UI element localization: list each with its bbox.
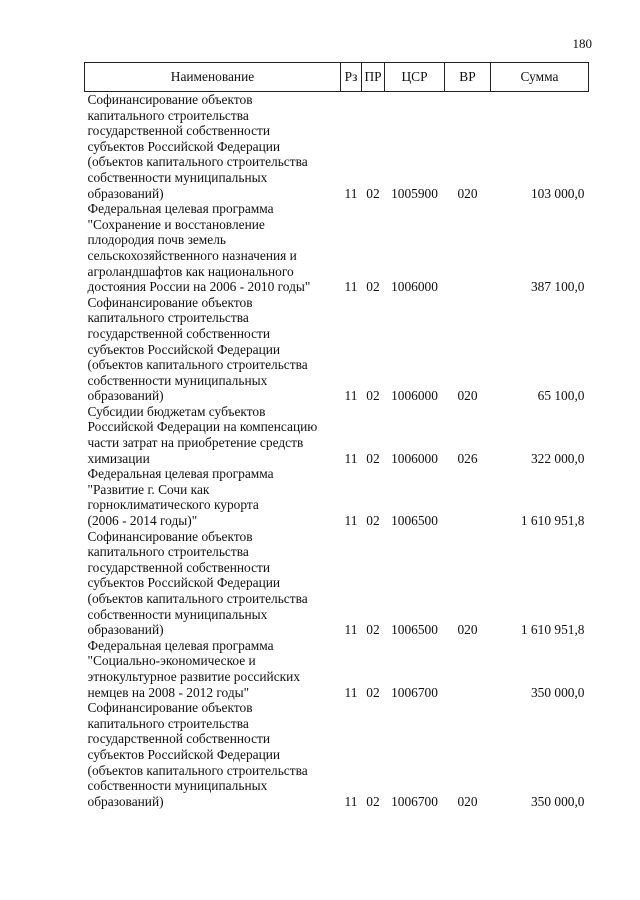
row-vr: 020 (457, 185, 478, 201)
row-pr: 02 (366, 513, 380, 529)
page-number: 180 (572, 36, 592, 51)
table-row (85, 529, 589, 638)
row-name: Софинансирование объектов капитального строительства государственной собственности субъектов Российской Федерации (объектов капитального строительства собственности муниципальных образований) (87, 700, 308, 809)
table-row (85, 201, 589, 295)
budget-table (84, 62, 589, 809)
header-vr: ВР (445, 63, 491, 92)
row-rz: 11 (344, 450, 358, 466)
row-rz: 11 (344, 793, 358, 809)
row-csr: 1006000 (391, 388, 438, 404)
header-pr: ПР (362, 63, 385, 92)
row-vr: 026 (457, 450, 478, 466)
row-name: Федеральная целевая программа "Социально-экономическое и этнокультурное развитие российских немцев на 2008 - 2012 годы" (87, 637, 301, 700)
row-csr: 1005900 (391, 185, 438, 201)
row-rz: 11 (344, 684, 358, 700)
table-row (85, 638, 589, 700)
row-vr: 020 (457, 388, 478, 404)
table-row (85, 295, 589, 404)
row-csr: 1006700 (391, 684, 438, 700)
header-name: Наименование (85, 63, 341, 92)
row-name: Софинансирование объектов капитального строительства государственной собственности субъектов Российской Федерации (объектов капитального строительства собственности муниципальных образований) (87, 294, 308, 404)
row-pr: 02 (366, 684, 380, 700)
row-csr: 1006500 (391, 622, 438, 638)
row-pr: 02 (366, 622, 380, 638)
table-row (85, 466, 589, 528)
row-csr: 1006000 (391, 279, 438, 295)
row-rz: 11 (344, 185, 358, 201)
row-sum: 350 000,0 (530, 793, 585, 809)
row-rz: 11 (344, 622, 358, 638)
row-pr: 02 (366, 450, 380, 466)
row-rz: 11 (344, 513, 358, 529)
header-rz: Рз (341, 63, 362, 92)
row-sum: 1 610 951,8 (520, 513, 585, 529)
header-csr: ЦСР (385, 63, 445, 92)
row-vr (445, 201, 491, 295)
row-pr: 02 (366, 279, 380, 295)
header-sum: Сумма (491, 63, 589, 92)
row-vr (445, 638, 491, 700)
row-sum: 322 000,0 (530, 450, 585, 466)
row-pr: 02 (366, 793, 380, 809)
row-csr: 1006500 (391, 513, 438, 529)
row-sum: 103 000,0 (530, 185, 585, 201)
row-rz: 11 (344, 279, 358, 295)
table-header (85, 63, 589, 92)
row-pr: 02 (366, 388, 380, 404)
row-sum: 387 100,0 (530, 279, 585, 295)
row-name: Софинансирование объектов капитального строительства государственной собственности субъектов Российской Федерации (объектов капитального строительства собственности муниципальных образований) (87, 528, 308, 638)
table-row (85, 92, 589, 202)
row-name: Федеральная целевая программа "Сохранение и восстановление плодородия почв земель сельскохозяйственного назначения и агроландшафтов как национального достояния России на 2006 - 2010 годы" (87, 201, 311, 295)
row-sum: 1 610 951,8 (520, 622, 585, 638)
row-name: Субсидии бюджетам субъектов Российской Федерации на компенсацию части затрат на приобретение средств химизации (87, 403, 318, 466)
row-name: Федеральная целевая программа "Развитие г. Сочи как горноклиматического курорта (2006 - 2014 годы)" (87, 466, 274, 529)
table-row (85, 404, 589, 466)
row-pr: 02 (366, 185, 380, 201)
row-vr (445, 466, 491, 528)
row-name: Софинансирование объектов капитального строительства государственной собственности субъектов Российской Федерации (объектов капитального строительства собственности муниципальных образований) (87, 92, 308, 201)
row-vr: 020 (457, 622, 478, 638)
row-csr: 1006700 (391, 793, 438, 809)
row-rz: 11 (344, 388, 358, 404)
row-sum: 65 100,0 (537, 388, 585, 404)
table-body (85, 92, 589, 810)
row-sum: 350 000,0 (530, 684, 585, 700)
row-vr: 020 (457, 793, 478, 809)
row-csr: 1006000 (391, 450, 438, 466)
table-row (85, 700, 589, 809)
